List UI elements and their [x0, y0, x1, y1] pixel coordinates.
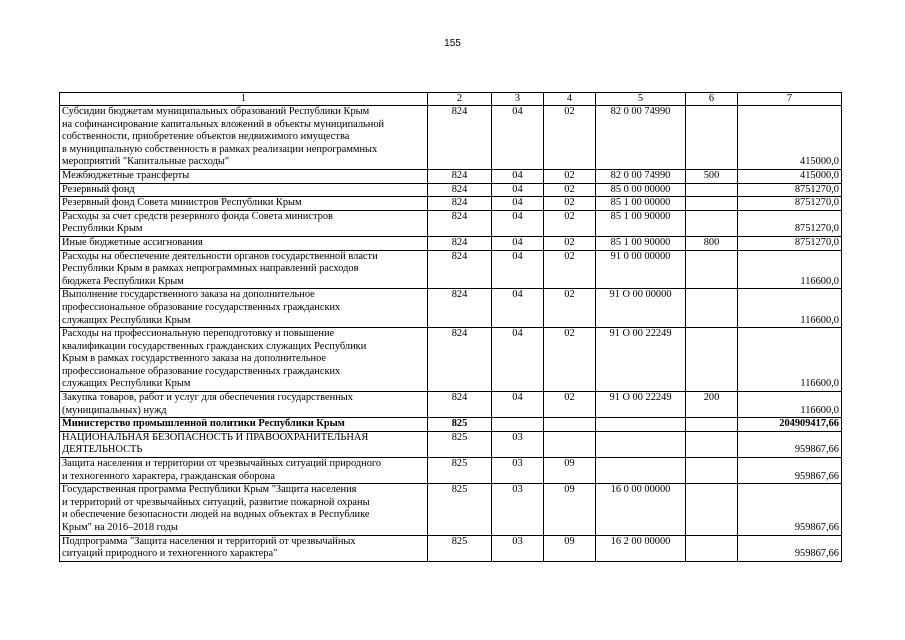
- admin-code: 824: [428, 183, 492, 197]
- amount: 116600,0: [738, 250, 842, 289]
- table-row: [60, 328, 842, 392]
- row-description: [60, 535, 428, 561]
- admin-code: 824: [428, 210, 492, 236]
- section-code: 04: [492, 289, 544, 328]
- description-line: на софинансирование капитальных вложений в объекты муниципальной: [62, 118, 385, 130]
- description-line: и техногенного характера, гражданская оборона: [62, 470, 275, 482]
- row-description: [60, 484, 428, 535]
- header-col-1: 1: [60, 93, 428, 106]
- admin-code: 825: [428, 418, 492, 432]
- header-col-3: 3: [492, 93, 544, 106]
- table-row: [60, 535, 842, 561]
- header-col-6: 6: [686, 93, 738, 106]
- admin-code: 824: [428, 236, 492, 250]
- expense-type-code: [686, 106, 738, 170]
- table-row: [60, 458, 842, 484]
- description-line: служащих Республики Крым: [62, 314, 191, 326]
- row-description: [60, 210, 428, 236]
- admin-code: 824: [428, 250, 492, 289]
- amount: 959867,66: [738, 535, 842, 561]
- amount: 959867,66: [738, 484, 842, 535]
- table-row: [60, 236, 842, 250]
- description-line: мероприятий "Капитальные расходы": [62, 156, 230, 168]
- description-line: Расходы на обеспечение деятельности органов государственной власти: [62, 250, 378, 262]
- row-description: [60, 418, 428, 432]
- table-row: [60, 392, 842, 418]
- table-row: [60, 250, 842, 289]
- description-line: квалификации государственных гражданских служащих Республики: [62, 340, 367, 352]
- table-row: [60, 197, 842, 211]
- target-article-code: 91 0 00 00000: [596, 250, 686, 289]
- description-line: (муниципальных) нужд: [62, 404, 167, 416]
- admin-code: 825: [428, 458, 492, 484]
- description-line: собственности, приобретение объектов недвижимого имущества: [62, 131, 350, 143]
- row-description: [60, 289, 428, 328]
- expense-type-code: [686, 418, 738, 432]
- subsection-code: 02: [544, 392, 596, 418]
- amount: 204909417,66: [738, 418, 842, 432]
- section-code: 04: [492, 250, 544, 289]
- amount: 116600,0: [738, 289, 842, 328]
- table-row: [60, 484, 842, 535]
- admin-code: 824: [428, 106, 492, 170]
- row-description: [60, 328, 428, 392]
- admin-code: 824: [428, 328, 492, 392]
- table-header-row: [60, 93, 842, 106]
- description-line: служащих Республики Крым: [62, 378, 191, 390]
- subsection-code: 02: [544, 250, 596, 289]
- admin-code: 824: [428, 169, 492, 183]
- row-description: [60, 169, 428, 183]
- description-line: Резервный фонд Совета министров Республики Крым: [62, 197, 302, 209]
- expense-type-code: [686, 210, 738, 236]
- description-line: бюджета Республики Крым: [62, 275, 184, 287]
- amount: 8751270,0: [738, 183, 842, 197]
- row-description: [60, 183, 428, 197]
- row-description: [60, 106, 428, 170]
- expense-type-code: [686, 484, 738, 535]
- admin-code: 825: [428, 431, 492, 457]
- description-line: Защита населения и территории от чрезвычайных ситуаций природного: [62, 458, 382, 470]
- table-row: [60, 183, 842, 197]
- expense-type-code: [686, 250, 738, 289]
- row-description: [60, 392, 428, 418]
- expense-type-code: 200: [686, 392, 738, 418]
- expense-type-code: [686, 183, 738, 197]
- subsection-code: 09: [544, 458, 596, 484]
- amount: 415000,0: [738, 169, 842, 183]
- description-line: профессиональное образование государственных гражданских: [62, 301, 341, 313]
- row-description: [60, 236, 428, 250]
- target-article-code: 82 0 00 74990: [596, 106, 686, 170]
- subsection-code: 02: [544, 328, 596, 392]
- subsection-code: 02: [544, 210, 596, 236]
- description-line: Субсидии бюджетам муниципальных образований Республики Крым: [62, 106, 370, 117]
- row-description: [60, 197, 428, 211]
- expense-type-code: 800: [686, 236, 738, 250]
- target-article-code: 91 О 00 22249: [596, 328, 686, 392]
- description-line: НАЦИОНАЛЬНАЯ БЕЗОПАСНОСТЬ И ПРАВООХРАНИТЕЛЬНАЯ: [62, 431, 369, 443]
- expense-type-code: [686, 535, 738, 561]
- target-article-code: 16 2 00 00000: [596, 535, 686, 561]
- amount: 415000,0: [738, 106, 842, 170]
- row-description: [60, 250, 428, 289]
- expense-type-code: [686, 328, 738, 392]
- description-line: ситуаций природного и техногенного характера": [62, 548, 278, 560]
- table-row: [60, 289, 842, 328]
- expense-type-code: [686, 197, 738, 211]
- amount: 8751270,0: [738, 236, 842, 250]
- section-code: 03: [492, 535, 544, 561]
- target-article-code: 85 1 00 00000: [596, 197, 686, 211]
- row-description: [60, 431, 428, 457]
- subsection-code: [544, 418, 596, 432]
- amount: 8751270,0: [738, 197, 842, 211]
- budget-table: [59, 92, 842, 562]
- admin-code: 824: [428, 197, 492, 211]
- subsection-code: 02: [544, 289, 596, 328]
- expense-type-code: [686, 458, 738, 484]
- target-article-code: [596, 418, 686, 432]
- description-line: профессиональное образование государственных гражданских: [62, 365, 341, 377]
- section-code: 04: [492, 106, 544, 170]
- description-line: и обеспечение безопасности людей на водных объектах в Республике: [62, 509, 370, 521]
- section-code: 03: [492, 458, 544, 484]
- section-code: 04: [492, 328, 544, 392]
- description-line: Государственная программа Республики Крым "Защита населения: [62, 484, 357, 496]
- admin-code: 825: [428, 484, 492, 535]
- table-row: [60, 106, 842, 170]
- header-col-5: 5: [596, 93, 686, 106]
- section-code: 03: [492, 484, 544, 535]
- admin-code: 824: [428, 289, 492, 328]
- subsection-code: [544, 431, 596, 457]
- header-col-2: 2: [428, 93, 492, 106]
- subsection-code: 02: [544, 236, 596, 250]
- description-line: Выполнение государственного заказа на дополнительное: [62, 289, 315, 301]
- subsection-code: 09: [544, 484, 596, 535]
- target-article-code: [596, 431, 686, 457]
- description-line: ДЕЯТЕЛЬНОСТЬ: [62, 444, 143, 456]
- target-article-code: 91 О 00 22249: [596, 392, 686, 418]
- description-line: Республики Крым: [62, 223, 143, 235]
- description-line: и территорий от чрезвычайных ситуаций, развитие пожарной охраны: [62, 496, 370, 508]
- amount: 116600,0: [738, 392, 842, 418]
- target-article-code: 85 0 00 00000: [596, 183, 686, 197]
- section-code: 04: [492, 236, 544, 250]
- section-code: 04: [492, 169, 544, 183]
- header-col-4: 4: [544, 93, 596, 106]
- description-line: Подпрограмма "Защита населения и территорий от чрезвычайных: [62, 535, 356, 547]
- description-line: Межбюджетные трансферты: [62, 169, 190, 181]
- table-row: [60, 210, 842, 236]
- admin-code: 824: [428, 392, 492, 418]
- section-code: 04: [492, 197, 544, 211]
- table-row: [60, 418, 842, 432]
- amount: 116600,0: [738, 328, 842, 392]
- amount: 959867,66: [738, 431, 842, 457]
- description-line: Расходы за счет средств резервного фонда Совета министров: [62, 210, 333, 222]
- description-line: Резервный фонд: [62, 183, 135, 195]
- admin-code: 825: [428, 535, 492, 561]
- amount: 8751270,0: [738, 210, 842, 236]
- amount: 959867,66: [738, 458, 842, 484]
- target-article-code: 82 0 00 74990: [596, 169, 686, 183]
- description-line: Министерство промышленной политики Республики Крым: [62, 418, 345, 430]
- expense-type-code: 500: [686, 169, 738, 183]
- target-article-code: 16 0 00 00000: [596, 484, 686, 535]
- section-code: 03: [492, 431, 544, 457]
- description-line: в муниципальную собственность в рамках реализации непрограммных: [62, 143, 378, 155]
- description-line: Закупка товаров, работ и услуг для обеспечения государственных: [62, 392, 353, 404]
- row-description: [60, 458, 428, 484]
- target-article-code: 85 1 00 90000: [596, 236, 686, 250]
- section-code: 04: [492, 183, 544, 197]
- subsection-code: 02: [544, 183, 596, 197]
- expense-type-code: [686, 289, 738, 328]
- section-code: 04: [492, 392, 544, 418]
- subsection-code: 02: [544, 106, 596, 170]
- description-line: Иные бюджетные ассигнования: [62, 236, 203, 248]
- section-code: [492, 418, 544, 432]
- target-article-code: 91 О 00 00000: [596, 289, 686, 328]
- table-row: [60, 169, 842, 183]
- expense-type-code: [686, 431, 738, 457]
- subsection-code: 02: [544, 197, 596, 211]
- description-line: Расходы на профессиональную переподготовку и повышение: [62, 328, 335, 340]
- page-number: 155: [444, 38, 461, 49]
- description-line: Крым в рамках государственного заказа на дополнительное: [62, 353, 327, 365]
- subsection-code: 02: [544, 169, 596, 183]
- header-col-7: 7: [738, 93, 842, 106]
- description-line: Республики Крым в рамках непрограммных направлений расходов: [62, 263, 359, 275]
- description-line: Крым" на 2016–2018 годы: [62, 522, 178, 533]
- target-article-code: 85 1 00 90000: [596, 210, 686, 236]
- table-row: [60, 431, 842, 457]
- subsection-code: 09: [544, 535, 596, 561]
- target-article-code: [596, 458, 686, 484]
- section-code: 04: [492, 210, 544, 236]
